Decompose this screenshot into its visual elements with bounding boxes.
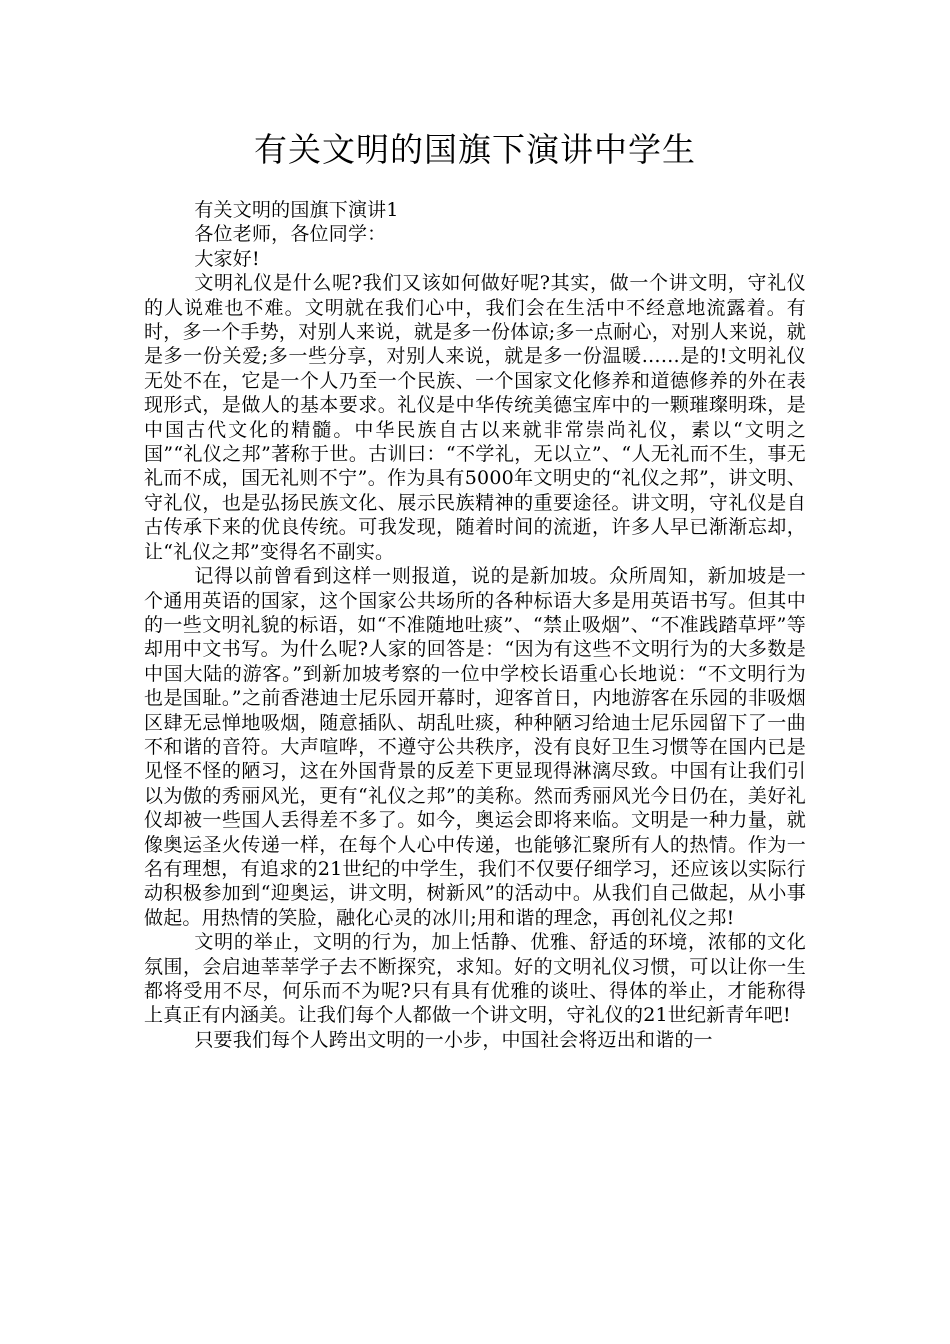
greeting: 大家好! <box>194 247 260 270</box>
body-paragraph: 文明礼仪是什么呢?我们又该如何做好呢?其实，做一个讲文明，守礼仪的人说难也不难。文明就在我们心中，我们会在生活中不经意地流露着。有时，多一个手势，对别人来说，就是多一份体谅;多一点耐心，对别人来说，就是多一份关爱;多一些分享，对别人来说，就是多一份温暖……是的!文明礼仪无处不在，它是一个人乃至一个民族、一个国家文化修养和道德修养的外在表现形式，是做人的基本要求。礼仪是中华传统美德宝库中的一颗璀璨明珠，是中国古代文化的精髓。中华民族自古以来就非常崇尚礼仪，素以“文明之国”“礼仪之邦”著称于世。古训曰：“不学礼，无以立”、“人无礼而不生，事无礼而不成，国无礼则不宁”。作为具有5000年文明史的“礼仪之邦”，讲文明、守礼仪，也是弘扬民族文化、展示民族精神的重要途径。讲文明，守礼仪是自古传承下来的优良传统。可我发现，随着时间的流逝，许多人早已渐渐忘却，让“礼仪之邦”变得名不副实。 <box>144 272 806 563</box>
salutation: 各位老师，各位同学： <box>194 223 387 246</box>
document-title: 有关文明的国旗下演讲中学生 <box>254 130 696 169</box>
body-paragraph: 记得以前曾看到这样一则报道，说的是新加坡。众所周知，新加坡是一个通用英语的国家，这个国家公共场所的各种标语大多是用英语书写。但其中的一些文明礼貌的标语，如“不准随地吐痰”、“禁止吸烟”、“不准践踏草坪”等却用中文书写。为什么呢?人家的回答是：“因为有这些不文明行为的大多数是中国大陆的游客。”到新加坡考察的一位中学校长语重心长地说：“不文明行为也是国耻。”之前香港迪士尼乐园开幕时，迎客首日，内地游客在乐园的非吸烟区肆无忌惮地吸烟，随意插队、胡乱吐痰，种种陋习给迪士尼乐园留下了一曲不和谐的音符。大声喧哗，不遵守公共秩序，没有良好卫生习惯等在国内已是见怪不怪的陋习，这在外国背景的反差下更显现得淋漓尽致。中国有让我们引以为傲的秀丽风光，更有“礼仪之邦”的美称。然而秀丽风光今日仍在，美好礼仪却被一些国人丢得差不多了。如今，奥运会即将来临。文明是一种力量，就像奥运圣火传递一样，在每个人心中传递，也能够汇聚所有人的热情。作为一名有理想，有追求的21世纪的中学生，我们不仅要仔细学习，还应该以实际行动积极参加到“迎奥运，讲文明，树新风”的活动中。从我们自己做起，从小事做起。用热情的笑脸，融化心灵的冰川;用和谐的理念，再创礼仪之邦! <box>144 565 806 929</box>
body-paragraph: 只要我们每个人跨出文明的一小步，中国社会将迈出和谐的一 <box>194 1028 713 1051</box>
document-body <box>144 198 806 1052</box>
body-paragraph: 文明的举止，文明的行为，加上恬静、优雅、舒适的环境，浓郁的文化氛围，会启迪莘莘学子去不断探究，求知。好的文明礼仪习惯，可以让你一生都将受用不尽，何乐而不为呢?只有具有优雅的谈吐、得体的举止，才能称得上真正有内涵美。让我们每个人都做一个讲文明，守礼仪的21世纪新青年吧! <box>144 931 806 1027</box>
section-heading: 有关文明的国旗下演讲1 <box>194 199 399 221</box>
